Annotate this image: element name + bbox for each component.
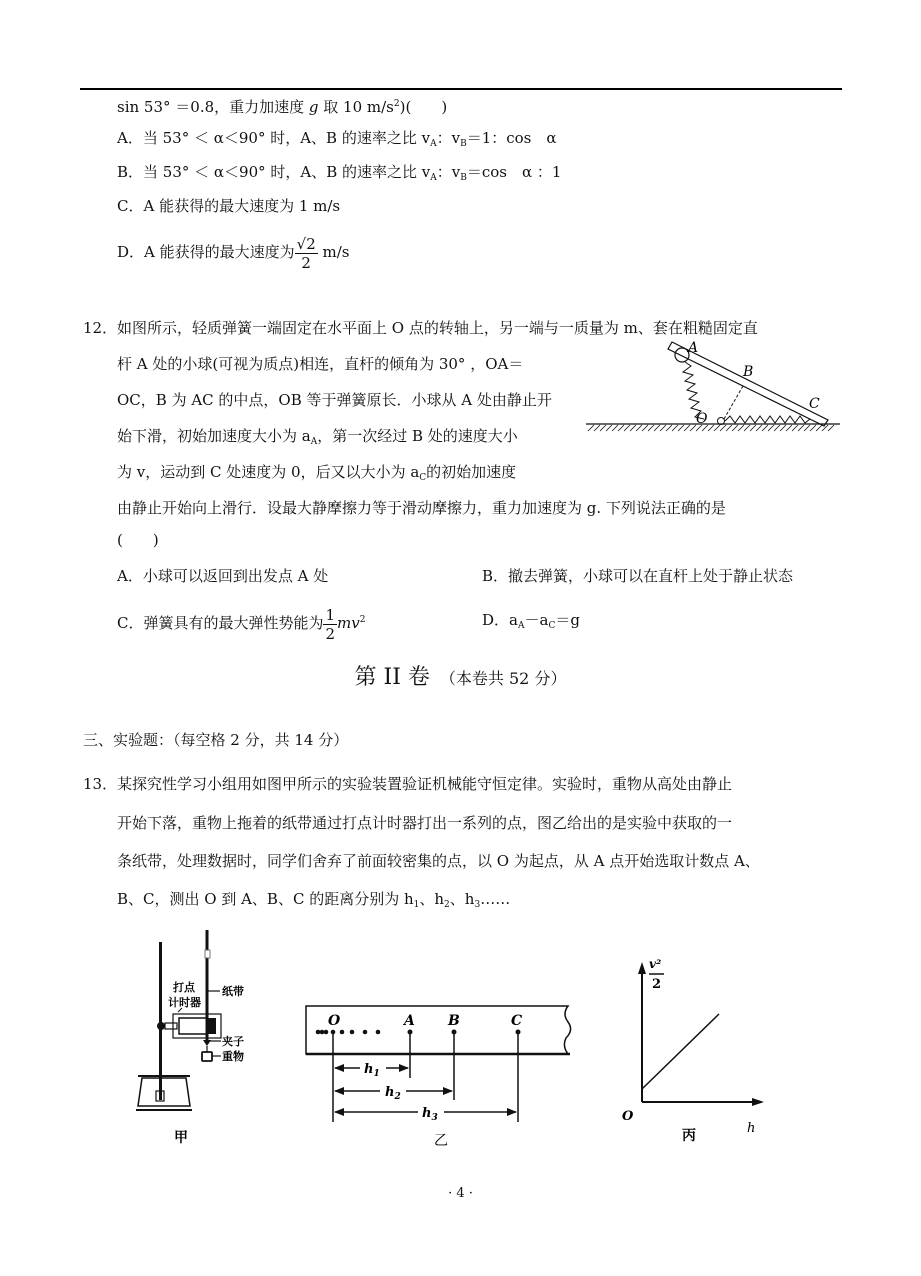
- q12-line1: 如图所示，轻质弹簧一端固定在水平面上 O 点的转轴上，另一端与一质量为 m、套在粗糙固定直: [117, 319, 758, 337]
- h3-sub: 3: [431, 1113, 438, 1123]
- text: 、h: [449, 890, 475, 908]
- text: C．弹簧具有的最大弹性势能为: [117, 614, 324, 632]
- dim-h1: [334, 1062, 409, 1079]
- text: ＝g: [555, 611, 580, 629]
- graph-line: [642, 1014, 719, 1089]
- q12-option-b: B．撤去弹簧，小球可以在直杆上处于静止状态: [482, 567, 794, 585]
- label-a: A: [688, 340, 699, 356]
- q11-option-b: [117, 162, 561, 188]
- heading-text: 三、实验题：: [83, 731, 174, 749]
- q11-sup: 2: [393, 99, 400, 109]
- h3-text: h: [422, 1106, 432, 1121]
- q12-option-c: [117, 600, 365, 643]
- label-o: O: [696, 411, 708, 427]
- page-number: · 4 ·: [448, 1186, 473, 1201]
- q12-line2: 杆 A 处的小球(可视为质点)相连，直杆的倾角为 30° ，OA＝: [117, 355, 524, 373]
- ball: [675, 348, 689, 362]
- weight: [202, 1052, 212, 1061]
- colon: ：v: [436, 163, 461, 181]
- q12-line6: 由静止开始向上滑行．设最大静摩擦力等于滑动摩擦力，重力加速度为 g. 下列说法正确的是: [117, 499, 726, 517]
- h1-sub: 1: [373, 1069, 380, 1079]
- q12-option-d: [482, 610, 580, 636]
- fraction: [323, 606, 337, 643]
- text: －a: [524, 611, 549, 629]
- label-weight: 重物: [222, 1050, 244, 1063]
- q11-answer-blank: )( ): [399, 98, 448, 116]
- label-a: A: [404, 1013, 415, 1029]
- h1-text: h: [364, 1062, 374, 1077]
- caption-yi: 乙: [434, 1133, 448, 1149]
- label-timer-2: 计时器: [168, 996, 201, 1009]
- label-timer-1: 打点: [173, 981, 195, 994]
- svg-text:h2: [385, 1085, 401, 1102]
- dashed-ob: [724, 386, 743, 419]
- label-b: B: [448, 1013, 460, 1029]
- incline-spring-figure: [584, 328, 844, 438]
- sub: 3: [474, 900, 481, 910]
- denominator: 2: [301, 253, 311, 272]
- q11-opt-a-text: A．当 53° ＜ α＜90° 时，A、B 的速率之比 v: [117, 129, 431, 147]
- q12-number: 12．: [83, 319, 118, 337]
- text: ……: [480, 890, 511, 908]
- origin-label: O: [622, 1109, 634, 1124]
- q12-line7: ( ): [117, 531, 159, 549]
- numerator: √2: [296, 234, 316, 253]
- heading-score: （每空格 2 分，共 14 分）: [173, 731, 349, 749]
- q11-continuation: [117, 94, 447, 117]
- clip: [203, 1040, 211, 1046]
- q13-line2: 开始下落，重物上拖着的纸带通过打点计时器打出一系列的点，图乙给出的是实验中获取的一: [117, 814, 733, 832]
- apparatus-figure-jia: [128, 928, 278, 1148]
- denominator: 2: [325, 624, 336, 643]
- q11-text: sin 53° ＝0.8，重力加速度: [117, 98, 309, 116]
- text: B、C，测出 O 到 A、B、C 的距离分别为 h: [117, 890, 414, 908]
- sub: B: [460, 173, 467, 183]
- text: 为 v，运动到 C 处速度为 0，后又以大小为 a: [117, 463, 420, 481]
- text: 的初始加速度: [426, 463, 517, 481]
- dim-h3: [334, 1106, 517, 1123]
- sub: C: [548, 621, 556, 631]
- q12-line3: OC，B 为 AC 的中点，OB 等于弹簧原长．小球从 A 处由静止开: [117, 391, 552, 409]
- q13-line4: [117, 889, 510, 915]
- section3-heading: [83, 730, 348, 750]
- q11-opt-b-text: B．当 53° ＜ α＜90° 时，A、B 的速率之比 v: [117, 163, 431, 181]
- q11-text-mid: 取 10 m/s: [318, 98, 394, 116]
- sub: 1: [413, 900, 420, 910]
- colon: ：v: [436, 129, 461, 147]
- q12-option-a: A．小球可以返回到出发点 A 处: [117, 567, 329, 585]
- section-title: [0, 660, 921, 691]
- section-title-main: 第 II 卷: [354, 665, 430, 690]
- caption-bing: 丙: [682, 1128, 696, 1144]
- q11-option-d: [117, 232, 350, 272]
- ground-hatch: [588, 425, 834, 431]
- q12-line4: [117, 426, 518, 452]
- label-c: C: [511, 1013, 523, 1029]
- rest: ＝cos α ：1: [466, 163, 562, 181]
- q13-line1: 某探究性学习小组用如图甲所示的实验装置验证机械能守恒定律。实验时，重物从高处由静止: [117, 775, 733, 793]
- q13-line3: 条纸带，处理数据时，同学们舍弃了前面较密集的点，以 O 为起点，从 A 点开始选取计数点 A、: [117, 852, 760, 870]
- graph-figure-bing: [612, 950, 772, 1145]
- sub: A: [430, 139, 437, 149]
- caption-jia: 甲: [174, 1130, 188, 1146]
- rest: ＝1：cos α: [466, 129, 557, 147]
- fraction: [295, 235, 318, 272]
- paper-tape-figure-yi: [300, 1000, 585, 1150]
- h2-sub: 2: [394, 1092, 401, 1102]
- label-o: O: [328, 1013, 341, 1029]
- q13-number: 13．: [83, 775, 118, 793]
- q11-option-a: [117, 128, 557, 154]
- label-clip: 夹子: [222, 1035, 244, 1048]
- tape-outline: [306, 1006, 571, 1054]
- text: ，第一次经过 B 处的速度大小: [317, 427, 518, 445]
- unit: m/s: [317, 243, 350, 261]
- h2-text: h: [385, 1085, 395, 1100]
- label-b: B: [743, 364, 754, 380]
- tape-mark: [205, 950, 210, 958]
- text: 始下滑，初始加速度大小为 a: [117, 427, 311, 445]
- dim-h2: [334, 1085, 453, 1102]
- text: 、h: [419, 890, 445, 908]
- y-label-den: 2: [652, 977, 662, 992]
- y-arrow: [638, 962, 646, 974]
- q12-line5: [117, 462, 516, 488]
- section-title-sub: （本卷共 52 分）: [439, 669, 567, 688]
- x-label: h: [747, 1121, 756, 1136]
- sub: A: [310, 437, 318, 447]
- q11-option-c: C．A 能获得的最大速度为 1 m/s: [117, 197, 341, 215]
- clamp-knob: [157, 1022, 165, 1030]
- mv: mv: [337, 614, 360, 632]
- tape-dots: [316, 1030, 521, 1035]
- y-label-num: v²: [649, 957, 662, 971]
- sub: A: [430, 173, 437, 183]
- label-tape: 纸带: [222, 985, 244, 998]
- timer-inner: [179, 1018, 207, 1034]
- sup: 2: [359, 615, 366, 625]
- numerator: 1: [325, 605, 336, 624]
- sub: A: [517, 621, 525, 631]
- spring-oc: [725, 416, 810, 423]
- clamp-arm: [165, 1023, 177, 1029]
- svg-text:h1: [364, 1062, 380, 1079]
- x-arrow: [752, 1098, 764, 1106]
- text: D．a: [482, 611, 518, 629]
- header-rule: [80, 88, 842, 90]
- q11-g: g: [308, 98, 319, 116]
- sub: 2: [444, 900, 450, 910]
- sub: C: [419, 473, 427, 483]
- sub: B: [460, 139, 467, 149]
- svg-text:h3: [422, 1106, 438, 1123]
- q11-opt-d-text: D．A 能获得的最大速度为: [117, 243, 295, 261]
- label-c: C: [809, 396, 820, 412]
